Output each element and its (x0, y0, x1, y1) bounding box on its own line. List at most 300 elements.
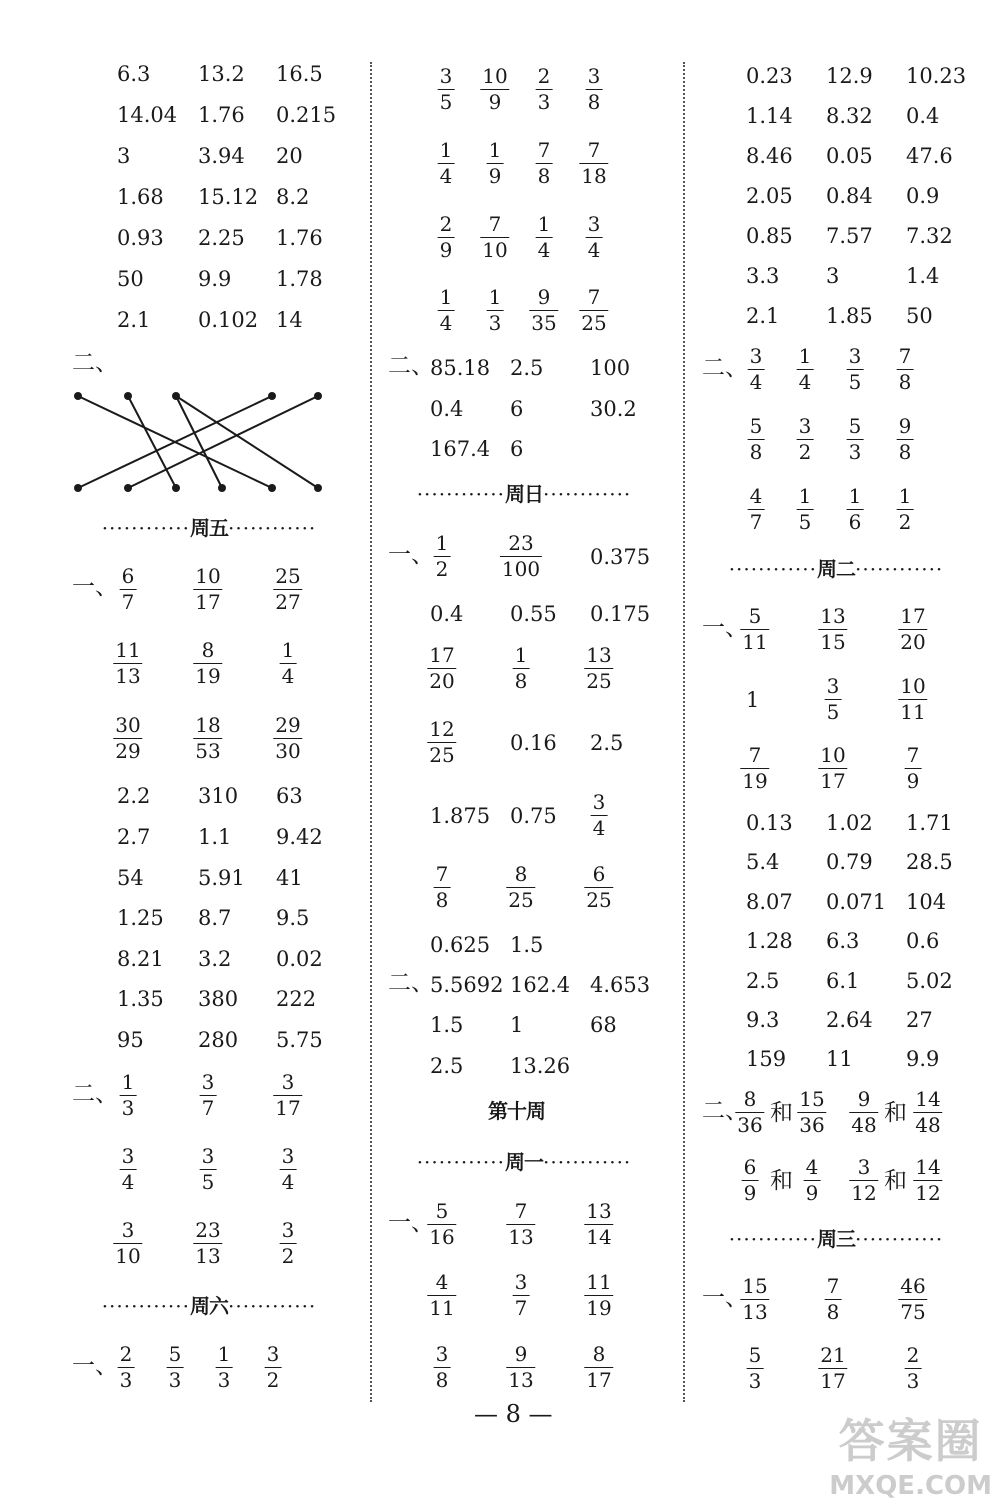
fraction (216, 1342, 233, 1393)
matching-dot (172, 392, 180, 400)
numerator: 3 (439, 64, 453, 88)
numerator: 21 (820, 1343, 846, 1367)
fraction (506, 1199, 535, 1250)
denominator: 6 (848, 510, 862, 534)
answer-value: 2.1 (117, 308, 151, 332)
fraction (740, 604, 769, 655)
denominator: 17 (820, 1369, 846, 1393)
denominator: 8 (514, 669, 528, 693)
numerator: 1 (281, 638, 295, 662)
fraction (427, 1270, 456, 1321)
section-heading (412, 484, 636, 504)
fraction (748, 414, 765, 465)
numerator: 18 (195, 713, 221, 737)
fraction (438, 212, 455, 263)
leader-dots: ············ (728, 1227, 817, 1251)
answer-value: 0.02 (276, 947, 323, 971)
matching-line (128, 396, 176, 488)
fraction (427, 643, 456, 694)
numerator: 3 (826, 674, 840, 698)
numerator: 25 (275, 564, 301, 588)
denominator: 9 (906, 769, 920, 793)
denominator: 11 (742, 630, 768, 654)
fraction (897, 414, 914, 465)
numerator: 17 (900, 604, 926, 628)
answer-value: 1.1 (198, 825, 232, 849)
fraction (118, 1342, 135, 1393)
numerator: 3 (749, 344, 763, 368)
numerator: 1 (439, 138, 453, 162)
answer-value: 1.71 (906, 811, 953, 835)
answer-value: 1.85 (826, 304, 873, 328)
numerator: 7 (898, 344, 912, 368)
fraction (193, 564, 222, 615)
numerator: 30 (115, 713, 141, 737)
answer-value: 6 (510, 437, 524, 461)
denominator: 18 (581, 164, 607, 188)
denominator: 17 (275, 1096, 301, 1120)
answer-value: 16.5 (276, 62, 323, 86)
denominator: 8 (537, 164, 551, 188)
numerator: 3 (435, 1342, 449, 1366)
fraction (280, 1218, 297, 1269)
denominator: 48 (851, 1113, 877, 1137)
numerator: 9 (537, 285, 551, 309)
numerator: 1 (488, 138, 502, 162)
numerator: 4 (749, 484, 763, 508)
numerator: 3 (514, 1270, 528, 1294)
denominator: 4 (798, 370, 812, 394)
denominator: 13 (195, 1244, 221, 1268)
answer-value: 1.35 (117, 987, 164, 1011)
numerator: 3 (121, 1144, 135, 1168)
section-label: 二、 (388, 970, 434, 996)
answer-value: 2.64 (826, 1008, 873, 1032)
fraction (897, 484, 914, 535)
denominator: 25 (586, 888, 612, 912)
fraction (427, 717, 456, 768)
answer-value: 13.26 (510, 1054, 571, 1078)
denominator: 12 (915, 1181, 941, 1205)
denominator: 9 (439, 238, 453, 262)
numerator: 23 (508, 531, 534, 555)
numerator: 1 (217, 1342, 231, 1366)
answer-value: 8.07 (746, 890, 793, 914)
answer-value: 0.79 (826, 850, 873, 874)
matching-dot (218, 484, 226, 492)
answer-value: 9.3 (746, 1008, 780, 1032)
numerator: 1 (121, 1070, 135, 1094)
answer-value: 1.68 (117, 185, 164, 209)
answer-value: 2.5 (510, 356, 544, 380)
numerator: 1 (537, 212, 551, 236)
answer-value: 310 (198, 784, 239, 808)
denominator: 7 (121, 590, 135, 614)
fraction (825, 674, 842, 725)
answer-value: 0.84 (826, 184, 873, 208)
denominator: 7 (514, 1296, 528, 1320)
denominator: 3 (537, 90, 551, 114)
answer-value: 13.2 (198, 62, 245, 86)
denominator: 53 (195, 739, 221, 763)
fraction (584, 1342, 613, 1393)
answer-value: 162.4 (510, 973, 571, 997)
denominator: 17 (195, 590, 221, 614)
answer-value: 50 (117, 267, 144, 291)
numerator: 7 (514, 1199, 528, 1223)
numerator: 3 (592, 790, 606, 814)
answer-value: 12.9 (826, 64, 873, 88)
fraction (818, 743, 847, 794)
section-heading (96, 1296, 322, 1316)
answer-value: 9.5 (276, 906, 310, 930)
answer-value: 0.625 (430, 933, 491, 957)
fraction (847, 414, 864, 465)
answer-value: 0.6 (906, 929, 940, 953)
fraction (584, 1199, 613, 1250)
fraction (167, 1342, 184, 1393)
fraction (529, 285, 558, 336)
section-label: 二、 (388, 353, 434, 379)
denominator: 15 (820, 630, 846, 654)
fraction (513, 643, 530, 694)
numerator: 13 (586, 1199, 612, 1223)
denominator: 19 (586, 1296, 612, 1320)
numerator: 2 (906, 1343, 920, 1367)
denominator: 75 (900, 1300, 926, 1324)
numerator: 3 (281, 1218, 295, 1242)
answer-value: 47.6 (906, 144, 953, 168)
denominator: 12 (851, 1181, 877, 1205)
answer-value: 0.175 (590, 602, 651, 626)
answer-value: 5.75 (276, 1028, 323, 1052)
answer-value: 0.93 (117, 226, 164, 250)
answer-value: 1.5 (510, 933, 544, 957)
answer-value: 9.9 (198, 267, 232, 291)
answer-value: 7.57 (826, 224, 873, 248)
answer-value: 1.14 (746, 104, 793, 128)
numerator: 7 (435, 862, 449, 886)
leader-dots: ············ (101, 516, 190, 540)
numerator: 5 (168, 1342, 182, 1366)
fraction (536, 138, 553, 189)
numerator: 3 (857, 1155, 871, 1179)
numerator: 13 (820, 604, 846, 628)
numerator: 4 (805, 1155, 819, 1179)
fraction (536, 212, 553, 263)
fraction (480, 64, 509, 115)
denominator: 25 (508, 888, 534, 912)
denominator: 29 (115, 739, 141, 763)
numerator: 7 (587, 285, 601, 309)
numerator: 5 (848, 414, 862, 438)
fraction (438, 285, 455, 336)
answer-value: 6 (510, 397, 524, 421)
fraction (913, 1087, 942, 1138)
denominator: 3 (748, 1369, 762, 1393)
and-word: 和 (770, 1168, 793, 1194)
denominator: 13 (508, 1368, 534, 1392)
numerator: 3 (587, 212, 601, 236)
answer-value: 100 (590, 356, 631, 380)
denominator: 3 (121, 1096, 135, 1120)
numerator: 6 (743, 1155, 757, 1179)
denominator: 36 (737, 1113, 763, 1137)
fraction (273, 564, 302, 615)
numerator: 17 (429, 643, 455, 667)
denominator: 5 (439, 90, 453, 114)
answer-value: 3.94 (198, 144, 245, 168)
answer-value: 1.02 (826, 811, 873, 835)
denominator: 3 (848, 440, 862, 464)
answer-value: 5.91 (198, 866, 245, 890)
answer-value: 2.25 (198, 226, 245, 250)
answer-value: 0.85 (746, 224, 793, 248)
leader-dots: ············ (543, 482, 632, 506)
denominator: 2 (898, 510, 912, 534)
answer-value: 1.875 (430, 804, 491, 828)
answer-value: 30.2 (590, 397, 637, 421)
fraction (804, 1155, 821, 1206)
matching-line (176, 396, 222, 488)
fraction (898, 674, 927, 725)
fraction (200, 1144, 217, 1195)
denominator: 4 (281, 1170, 295, 1194)
numerator: 9 (857, 1087, 871, 1111)
denominator: 4 (439, 164, 453, 188)
numerator: 7 (537, 138, 551, 162)
answer-value: 50 (906, 304, 933, 328)
answer-value: 3 (117, 144, 131, 168)
numerator: 2 (119, 1342, 133, 1366)
fraction (825, 1274, 842, 1325)
section-label: 一、 (72, 574, 118, 600)
fraction (818, 1343, 847, 1394)
answer-value: 2.2 (117, 784, 151, 808)
denominator: 2 (281, 1244, 295, 1268)
answer-value: 11 (826, 1047, 853, 1071)
denominator: 14 (586, 1225, 612, 1249)
denominator: 11 (900, 700, 926, 724)
answer-value: 0.102 (198, 308, 259, 332)
numerator: 1 (898, 484, 912, 508)
answer-value: 167.4 (430, 437, 491, 461)
denominator: 36 (799, 1113, 825, 1137)
and-word: 和 (770, 1100, 793, 1126)
numerator: 7 (587, 138, 601, 162)
matching-dot (74, 392, 82, 400)
denominator: 8 (898, 440, 912, 464)
answer-value: 1.5 (430, 1013, 464, 1037)
numerator: 3 (848, 344, 862, 368)
fraction (747, 1343, 764, 1394)
denominator: 20 (900, 630, 926, 654)
numerator: 4 (435, 1270, 449, 1294)
answer-value: 9.9 (906, 1047, 940, 1071)
answer-value: 63 (276, 784, 303, 808)
fraction (480, 212, 509, 263)
leader-dots: ············ (101, 1294, 190, 1318)
answer-value: 1.28 (746, 929, 793, 953)
section-heading (724, 1229, 948, 1249)
answer-value: 0.071 (826, 890, 887, 914)
answer-value: 14 (276, 308, 303, 332)
fraction (591, 790, 608, 841)
denominator: 10 (115, 1244, 141, 1268)
answer-value: 0.4 (430, 602, 464, 626)
leader-dots: ············ (228, 516, 317, 540)
answer-value: 2.5 (430, 1054, 464, 1078)
answer-value: 0.375 (590, 545, 651, 569)
section-label: 二、 (72, 1081, 118, 1107)
leader-dots: ············ (228, 1294, 317, 1318)
denominator: 8 (749, 440, 763, 464)
leader-dots: ············ (728, 557, 817, 581)
section-label: 二、 (72, 350, 118, 376)
column-divider-2 (683, 62, 685, 1402)
denominator: 25 (581, 311, 607, 335)
numerator: 13 (586, 643, 612, 667)
denominator: 25 (429, 743, 455, 767)
numerator: 10 (900, 674, 926, 698)
denominator: 4 (587, 238, 601, 262)
answer-value: 1.25 (117, 906, 164, 930)
numerator: 2 (439, 212, 453, 236)
and-word: 和 (884, 1100, 907, 1126)
and-word: 和 (884, 1168, 907, 1194)
denominator: 5 (848, 370, 862, 394)
denominator: 48 (915, 1113, 941, 1137)
fraction (487, 138, 504, 189)
answer-value: 8.32 (826, 104, 873, 128)
denominator: 11 (429, 1296, 455, 1320)
answer-value: 3.2 (198, 947, 232, 971)
leader-dots: ············ (416, 482, 505, 506)
fraction (748, 344, 765, 395)
answer-value: 0.4 (430, 397, 464, 421)
fraction (536, 64, 553, 115)
fraction (113, 713, 142, 764)
matching-line (78, 396, 272, 488)
fraction (898, 604, 927, 655)
answer-value: 2.1 (746, 304, 780, 328)
answer-value: 0.4 (906, 104, 940, 128)
heading-text: 周三 (817, 1227, 855, 1251)
answer-value: 20 (276, 144, 303, 168)
answer-value: 6.1 (826, 969, 860, 993)
answer-value: 0.55 (510, 602, 557, 626)
fraction (748, 484, 765, 535)
denominator: 8 (587, 90, 601, 114)
numerator: 11 (115, 638, 141, 662)
answer-value: 8.21 (117, 947, 164, 971)
answer-value: 28.5 (906, 850, 953, 874)
numerator: 12 (429, 717, 455, 741)
numerator: 10 (482, 64, 508, 88)
numerator: 15 (742, 1274, 768, 1298)
numerator: 14 (915, 1087, 941, 1111)
fraction (438, 138, 455, 189)
denominator: 7 (749, 510, 763, 534)
fraction (735, 1087, 764, 1138)
numerator: 1 (439, 285, 453, 309)
denominator: 7 (201, 1096, 215, 1120)
fraction (905, 1343, 922, 1394)
fraction (797, 414, 814, 465)
leader-dots: ············ (855, 1227, 944, 1251)
denominator: 4 (121, 1170, 135, 1194)
answer-value: 1.78 (276, 267, 323, 291)
denominator: 8 (826, 1300, 840, 1324)
fraction (797, 484, 814, 535)
answer-value: 41 (276, 866, 303, 890)
denominator: 5 (826, 700, 840, 724)
fraction (579, 138, 608, 189)
denominator: 27 (275, 590, 301, 614)
fraction (200, 1070, 217, 1121)
matching-dot (268, 392, 276, 400)
fraction (797, 1087, 826, 1138)
numerator: 9 (898, 414, 912, 438)
matching-dot (314, 484, 322, 492)
numerator: 8 (514, 862, 528, 886)
denominator: 13 (742, 1300, 768, 1324)
numerator: 3 (798, 414, 812, 438)
answer-value: 2.7 (117, 825, 151, 849)
fraction (500, 531, 542, 582)
numerator: 6 (592, 862, 606, 886)
denominator: 2 (435, 557, 449, 581)
denominator: 4 (281, 664, 295, 688)
numerator: 3 (266, 1342, 280, 1366)
answer-value: 8.7 (198, 906, 232, 930)
numerator: 3 (281, 1070, 295, 1094)
section-label: 二、 (702, 1098, 748, 1124)
fraction (913, 1155, 942, 1206)
answer-value: 95 (117, 1028, 144, 1052)
denominator: 10 (482, 238, 508, 262)
numerator: 3 (201, 1070, 215, 1094)
numerator: 1 (798, 344, 812, 368)
week-title: 第十周 (488, 1099, 545, 1123)
numerator: 1 (848, 484, 862, 508)
fraction (438, 64, 455, 115)
fraction (434, 1342, 451, 1393)
denominator: 9 (743, 1181, 757, 1205)
watermark: 答案圈 MXQE.COM (829, 1414, 992, 1501)
answer-value: 8.46 (746, 144, 793, 168)
denominator: 4 (439, 311, 453, 335)
fraction (847, 484, 864, 535)
numerator: 7 (748, 743, 762, 767)
fraction (193, 1218, 222, 1269)
denominator: 30 (275, 739, 301, 763)
answer-value: 0.16 (510, 731, 557, 755)
denominator: 35 (531, 311, 557, 335)
section-heading (724, 559, 948, 579)
numerator: 9 (514, 1342, 528, 1366)
answer-value: 1.76 (198, 103, 245, 127)
numerator: 8 (201, 638, 215, 662)
matching-dot (268, 484, 276, 492)
answer-value: 85.18 (430, 356, 491, 380)
numerator: 5 (435, 1199, 449, 1223)
answer-value: 6.3 (826, 929, 860, 953)
denominator: 8 (898, 370, 912, 394)
denominator: 3 (168, 1368, 182, 1392)
heading-text: 周日 (505, 482, 543, 506)
numerator: 29 (275, 713, 301, 737)
